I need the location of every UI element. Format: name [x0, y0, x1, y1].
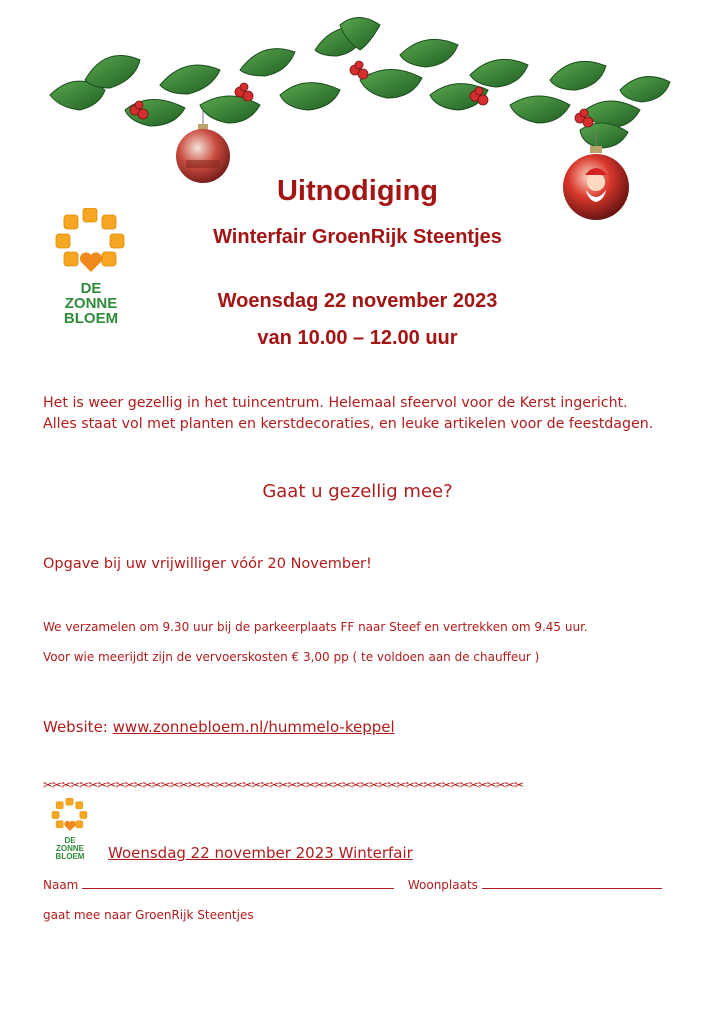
zonnebloem-logo-small: [48, 798, 92, 860]
question-heading: Gaat u gezellig mee?: [262, 481, 453, 502]
event-date: Woensdag 22 november 2023: [217, 290, 498, 312]
scissors-cut-line: ✂✂✂✂✂✂✂✂✂✂✂✂✂✂✂✂✂✂✂✂✂✂✂✂✂✂✂✂✂✂✂✂✂✂✂✂✂✂✂✂✂✂✂✂✂✂✂✂✂✂✂✂✂: [43, 778, 523, 792]
place-label: Woonplaats: [407, 878, 482, 892]
event-subtitle: Winterfair GroenRijk Steentjes: [213, 226, 502, 248]
page-title: Uitnodiging: [276, 175, 439, 207]
intro-line-2: Alles staat vol met planten en kerstdecoraties, en leuke artikelen voor de feestdagen.: [43, 416, 654, 432]
intro-paragraph: [43, 393, 683, 435]
sunflower-icon: [48, 798, 92, 832]
logo-small-line-bloem: BLOEM: [55, 852, 85, 861]
website-line: [43, 718, 395, 736]
signup-notice: Opgave bij uw vrijwilliger vóór 20 November!: [43, 556, 372, 572]
gather-info: We verzamelen om 9.30 uur bij de parkeerplaats FF naar Steef en vertrekken om 9.45 uur.: [43, 620, 588, 634]
logo-small-line-zonne: ZONNE: [56, 844, 84, 853]
website-label: Website:: [43, 718, 113, 736]
name-label: Naam: [43, 878, 83, 892]
logo-small-line-de: DE: [64, 836, 76, 845]
place-field[interactable]: [482, 878, 662, 889]
slip-title: Woensdag 22 november 2023 Winterfair: [108, 844, 413, 862]
transport-cost-info: Voor wie meerijdt zijn de vervoerskosten € 3,00 pp ( te voldoen aan de chauffeur ): [43, 650, 540, 664]
logo-line-bloem: BLOEM: [63, 310, 119, 327]
intro-line-1: Het is weer gezellig in het tuincentrum. Helemaal sfeervol voor de Kerst ingericht.: [43, 395, 628, 411]
name-field[interactable]: [82, 878, 394, 889]
going-statement: gaat mee naar GroenRijk Steentjes: [43, 908, 254, 922]
logo-line-zonne: ZONNE: [64, 295, 118, 312]
event-time: van 10.00 – 12.00 uur: [257, 327, 458, 349]
website-link[interactable]: www.zonnebloem.nl/hummelo-keppel: [112, 718, 395, 736]
name-row: [43, 878, 683, 892]
logo-line-de: DE: [80, 280, 102, 297]
